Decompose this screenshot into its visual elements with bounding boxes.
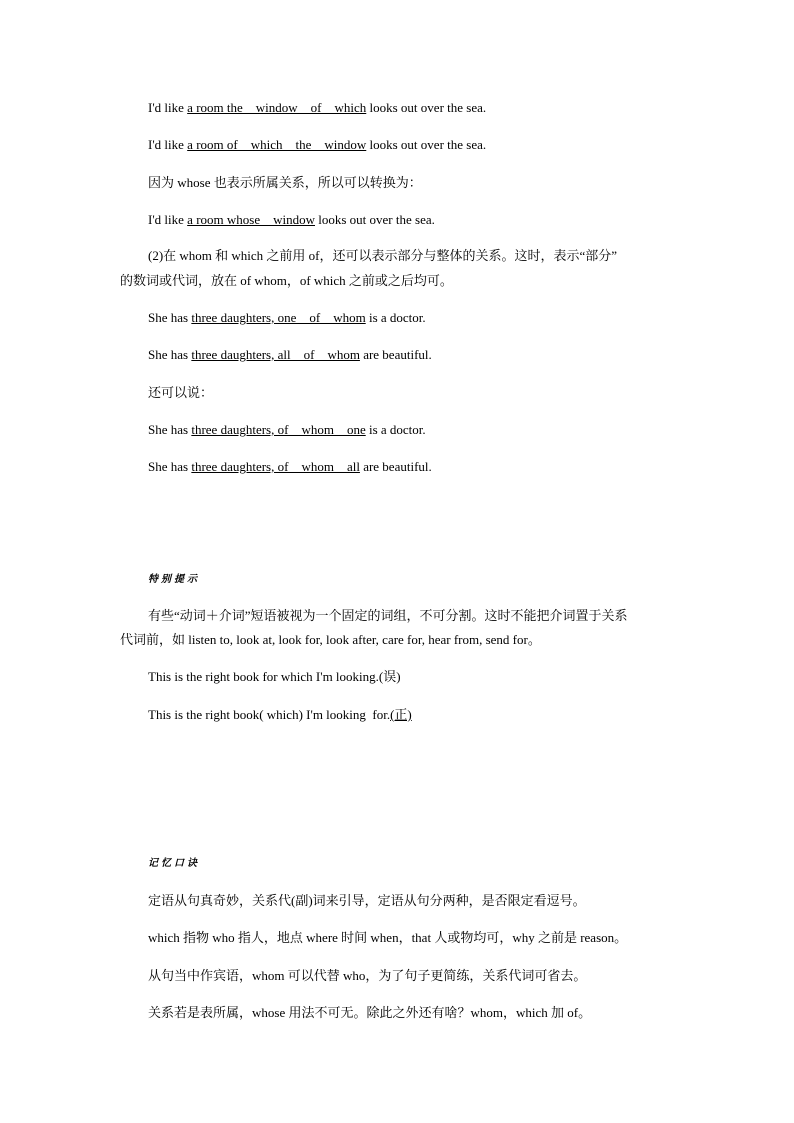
underlined-phrase: a room the window of which	[187, 100, 367, 115]
mnemonic-line-4: 关系若是表所属，whose 用法不可无。除此之外还有啥？whom，which 加 of。	[148, 1005, 592, 1020]
underlined-phrase: a room of which the window	[187, 137, 367, 152]
example-sentence-7	[148, 457, 432, 477]
sentence-suffix: looks out over the sea.	[366, 137, 487, 152]
sentence-text: This is the right book( which) I'm looking for.	[148, 707, 391, 722]
tip-paragraph-line-2: 代词前，如 listen to, look at, look for, look after, care for, hear from, send for。	[120, 632, 541, 647]
sentence-prefix: She has	[148, 459, 192, 474]
sentence-prefix: She has	[148, 310, 192, 325]
explanation-whose: 因为 whose 也表示所属关系，所以可以转换为：	[148, 175, 422, 190]
section-heading-special-tip: 特别提示	[148, 574, 200, 585]
correct-mark: (正)	[390, 707, 412, 722]
mnemonic-line-1: 定语从句真奇妙，关系代(副)词来引导，定语从句分两种，是否限定看逗号。	[148, 893, 586, 908]
example-sentence-2	[148, 135, 486, 155]
explanation-alternative: 还可以说：	[148, 385, 214, 400]
sentence-prefix: She has	[148, 347, 192, 362]
sentence-suffix: looks out over the sea.	[315, 212, 435, 227]
tip-paragraph-line-1: 有些“动词＋介词”短语被视为一个固定的词组，不可分割。这时不能把介词置于关系	[148, 608, 628, 623]
underlined-phrase: three daughters, one of whom	[191, 310, 366, 325]
example-right	[148, 705, 412, 725]
example-sentence-5	[148, 345, 432, 365]
example-sentence-6	[148, 420, 426, 440]
sentence-suffix: are beautiful.	[359, 459, 432, 474]
underlined-phrase: a room whose window	[187, 212, 315, 227]
sentence-suffix: looks out over the sea.	[366, 100, 487, 115]
mnemonic-line-2: which 指物 who 指人，地点 where 时间 when，that 人或物均可，why 之前是 reason。	[148, 930, 628, 945]
example-sentence-4	[148, 308, 426, 328]
paragraph-2-line-2: 的数词或代词，放在 of whom，of which 之前或之后均可。	[120, 273, 453, 288]
section-heading-mnemonic: 记忆口诀	[148, 858, 200, 869]
sentence-prefix: I'd like	[148, 212, 188, 227]
underlined-phrase: three daughters, of whom all	[191, 459, 360, 474]
underlined-phrase: three daughters, of whom one	[191, 422, 366, 437]
example-sentence-1	[148, 98, 486, 118]
sentence-prefix: She has	[148, 422, 192, 437]
sentence-prefix: I'd like	[148, 100, 188, 115]
sentence-suffix: is a doctor.	[365, 422, 426, 437]
sentence-suffix: are beautiful.	[359, 347, 432, 362]
sentence-prefix: I'd like	[148, 137, 188, 152]
example-wrong: This is the right book for which I'm looking.(误)	[148, 669, 401, 684]
mnemonic-line-3: 从句当中作宾语，whom 可以代替 who，为了句子更简练，关系代词可省去。	[148, 968, 587, 983]
sentence-suffix: is a doctor.	[365, 310, 426, 325]
example-sentence-3	[148, 210, 435, 230]
paragraph-2-line-1: (2)在 whom 和 which 之前用 of，还可以表示部分与整体的关系。这时，表示“部分”	[148, 248, 618, 263]
underlined-phrase: three daughters, all of whom	[191, 347, 360, 362]
